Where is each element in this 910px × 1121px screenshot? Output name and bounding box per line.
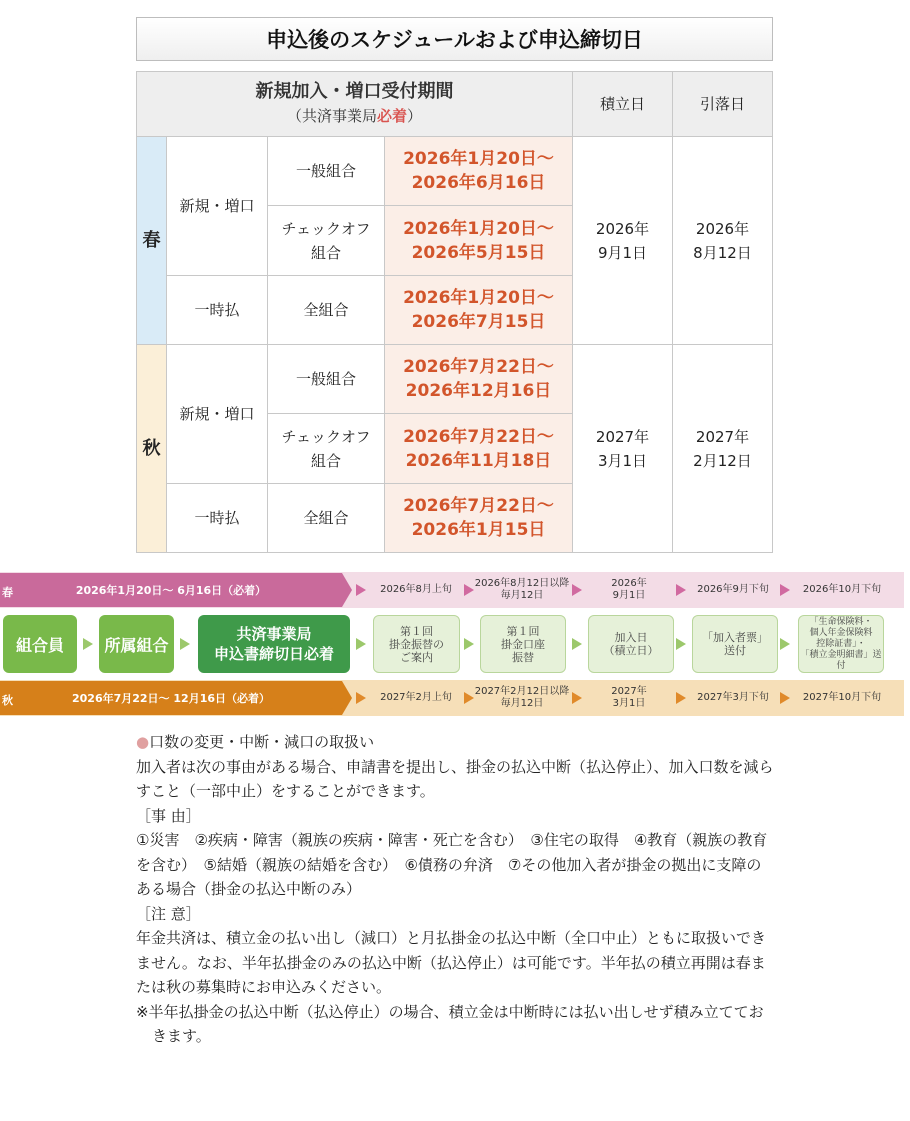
spring-date-1: 2026年8月上旬: [380, 584, 452, 595]
autumn-all-label: 全組合: [268, 484, 385, 553]
autumn-onetime-label: 一時払: [167, 484, 268, 553]
page-title: 申込後のスケジュールおよび申込締切日: [136, 17, 773, 61]
schedule-table: [136, 71, 773, 553]
notes-heading: ●口数の変更・中断・減口の取扱い: [136, 733, 375, 751]
autumn-date-2: 2027年2月12日以降 毎月12日: [474, 686, 570, 709]
period-header: [137, 72, 573, 137]
spring-onetime-label: 一時払: [167, 276, 268, 345]
spring-new-label: 新規・増口: [167, 137, 268, 276]
reason-label: ［事 由］: [136, 806, 201, 825]
spring-general-label: 一般組合: [268, 137, 385, 206]
note-label: ［注 意］: [136, 904, 201, 923]
autumn-flow-label: 秋: [2, 694, 13, 707]
autumn-checkoff-label: チェックオフ組合: [268, 414, 385, 484]
schedule-flow: [0, 572, 904, 718]
arrow-icon: [83, 638, 93, 650]
spring-debit-date: 2026年 8月12日: [673, 137, 773, 345]
period-header-sub: （共済事業局必着）: [286, 107, 423, 125]
arrow-icon: [572, 584, 582, 596]
autumn-general-period: 2026年7月22日～ 2026年12月16日: [385, 345, 573, 414]
autumn-deposit-date: 2027年 3月1日: [573, 345, 673, 553]
arrow-icon: [356, 692, 366, 704]
spring-period-bar: 2026年1月20日～ 6月16日（必着）: [0, 573, 342, 607]
spring-deposit-date: 2026年 9月1日: [573, 137, 673, 345]
arrow-icon: [572, 692, 582, 704]
arrow-icon: [572, 638, 582, 650]
season-autumn: 秋: [137, 345, 167, 553]
step-member: 組合員: [3, 615, 77, 673]
arrow-icon: [464, 692, 474, 704]
autumn-debit-date: 2027年 2月12日: [673, 345, 773, 553]
autumn-date-4: 2027年3月下旬: [697, 692, 769, 703]
arrow-icon: [356, 584, 366, 596]
autumn-period-bar: 2026年7月22日～ 12月16日（必着）: [0, 681, 342, 715]
arrow-icon: [780, 692, 790, 704]
spring-general-period: 2026年1月20日～ 2026年6月16日: [385, 137, 573, 206]
deposit-date-header: 積立日: [573, 72, 673, 137]
autumn-all-period: 2026年7月22日～ 2026年1月15日: [385, 484, 573, 553]
step-union: 所属組合: [99, 615, 174, 673]
spring-flow-label: 春: [2, 586, 13, 599]
step-first-debit: 第１回 掛金口座 振替: [480, 615, 566, 673]
notes-para1: 加入者は次の事由がある場合、申請書を提出し、掛金の払込中断（払込停止）、加入口数を減らすこと（一部中止）をすることができます。: [136, 757, 774, 800]
arrow-icon: [676, 692, 686, 704]
arrow-icon: [676, 584, 686, 596]
autumn-date-3: 2027年 3月1日: [611, 686, 647, 709]
step-certificates: 「生命保険料・ 個人年金保険料 控除証書」・ 「積立金明細書」送付: [798, 615, 884, 673]
arrow-icon: [356, 638, 366, 650]
step-bureau: 共済事業局 申込書締切日必着: [198, 615, 350, 673]
step-enrollment: 加入日 （積立日）: [588, 615, 674, 673]
spring-date-4: 2026年9月下旬: [697, 584, 769, 595]
notes-para2: 年金共済は、積立金の払い出し（減口）と月払掛金の払込中断（全口中止）ともに取扱いできません。なお、半年払掛金のみの払込中断（払込停止）は可能です。半年払の積立再開は春または秋の募集時にお申込みください。: [136, 929, 767, 996]
notes-section: [136, 730, 776, 1049]
spring-checkoff-label: チェックオフ組合: [268, 206, 385, 276]
autumn-date-1: 2027年2月上旬: [380, 692, 452, 703]
autumn-general-label: 一般組合: [268, 345, 385, 414]
notes-footnote: ※半年払掛金の払込中断（払込停止）の場合、積立金は中断時には払い出しせず積み立てておきます。: [136, 1002, 764, 1045]
arrow-icon: [780, 638, 790, 650]
reasons-text: ①災害 ②疾病・障害（親族の疾病・障害・死亡を含む） ③住宅の取得 ④教育（親族の教育を含む） ⑤結婚（親族の結婚を含む） ⑥債務の弁済 ⑦その他加入者が掛金の拠出に支障のある場合（掛金の払込中断のみ）: [136, 831, 768, 898]
step-member-card: 「加入者票」 送付: [692, 615, 778, 673]
arrow-icon: [180, 638, 190, 650]
bullet-icon: ●: [136, 733, 150, 751]
spring-all-period: 2026年1月20日～ 2026年7月15日: [385, 276, 573, 345]
spring-date-3: 2026年 9月1日: [611, 578, 647, 601]
arrow-icon: [780, 584, 790, 596]
autumn-date-5: 2027年10月下旬: [802, 692, 882, 703]
autumn-new-label: 新規・増口: [167, 345, 268, 484]
spring-date-5: 2026年10月下旬: [802, 584, 882, 595]
period-header-title: 新規加入・増口受付期間: [255, 81, 454, 102]
season-spring: 春: [137, 137, 167, 345]
arrow-icon: [676, 638, 686, 650]
arrow-icon: [464, 638, 474, 650]
spring-checkoff-period: 2026年1月20日～ 2026年5月15日: [385, 206, 573, 276]
spring-all-label: 全組合: [268, 276, 385, 345]
spring-date-2: 2026年8月12日以降 毎月12日: [474, 578, 570, 601]
arrow-icon: [464, 584, 474, 596]
autumn-checkoff-period: 2026年7月22日～ 2026年11月18日: [385, 414, 573, 484]
step-first-notice: 第１回 掛金振替の ご案内: [373, 615, 460, 673]
debit-date-header: 引落日: [673, 72, 773, 137]
